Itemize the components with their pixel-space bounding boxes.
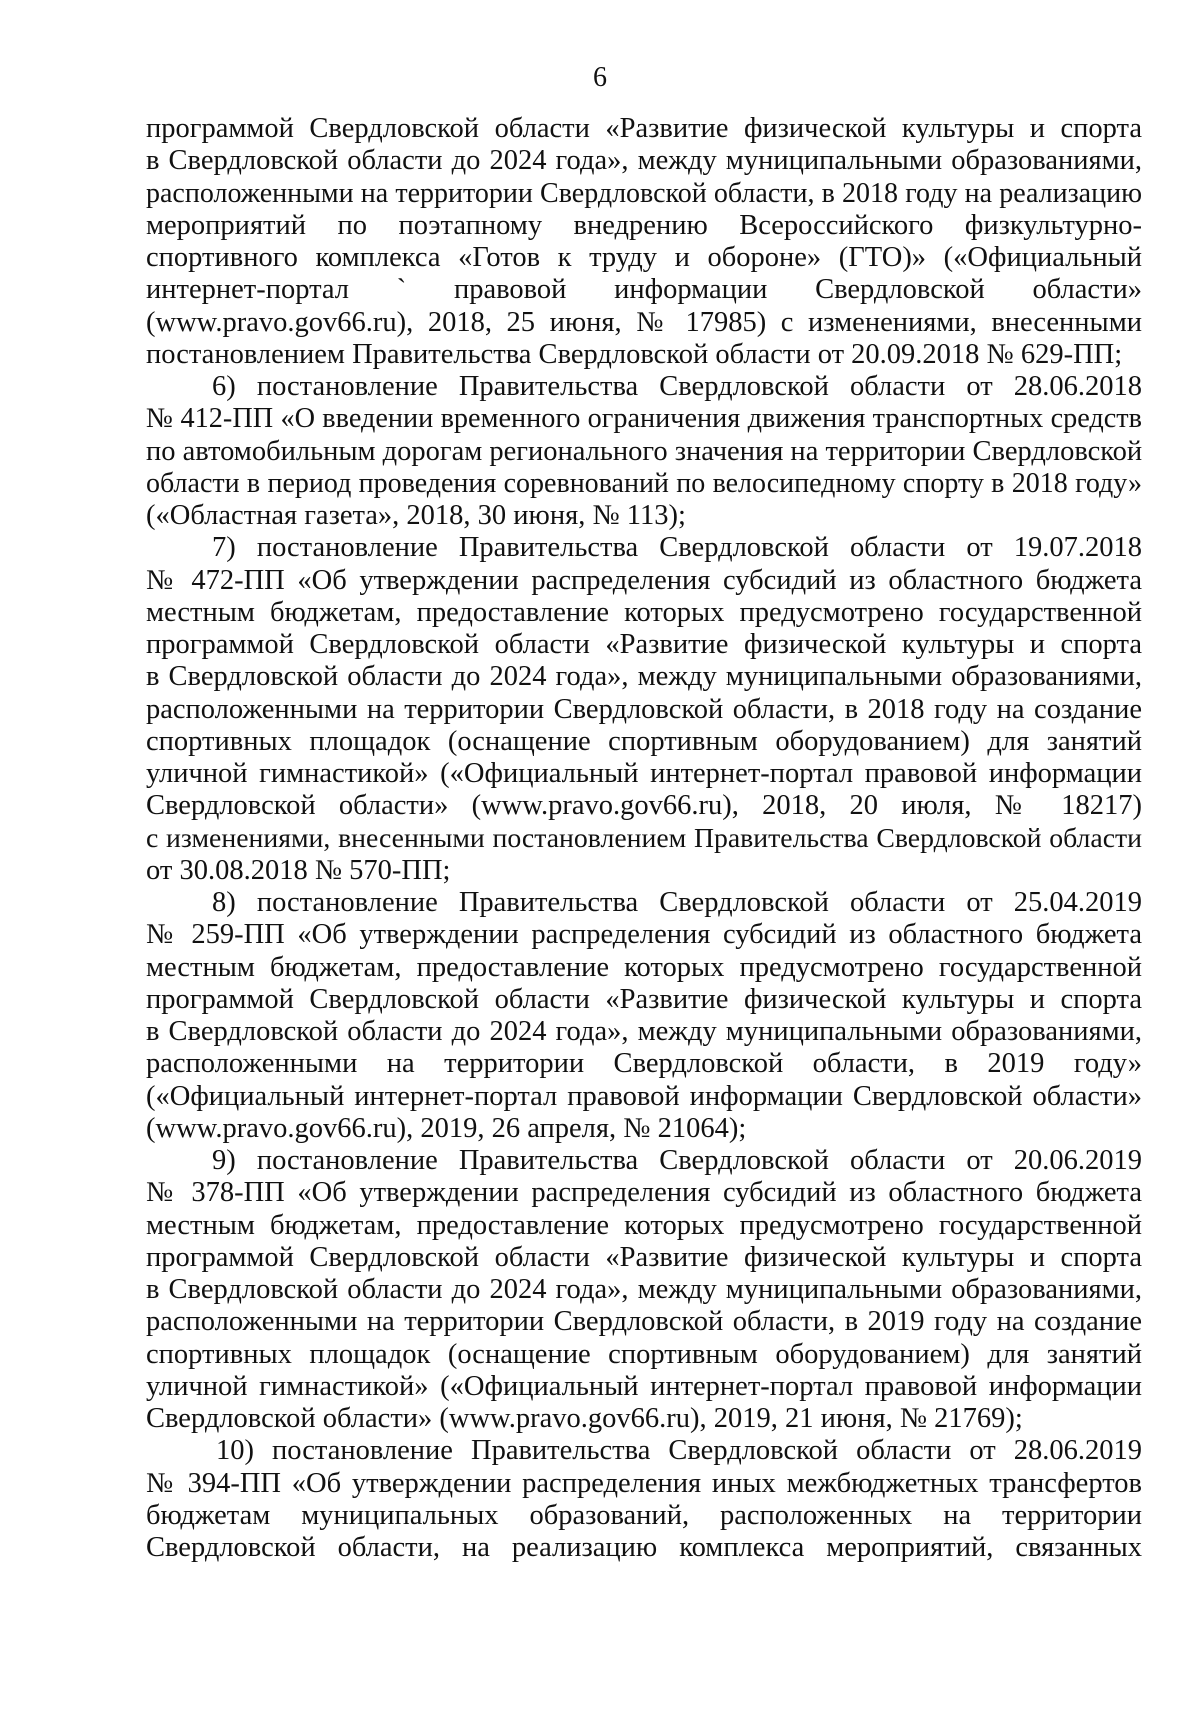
text-line: № 412-ПП «О введении временного ограничения движения транспортных средств [146, 403, 1142, 435]
text-line: местным бюджетам, предоставление которых предусмотрено государственной [146, 596, 1142, 628]
text-line: уличной гимнастикой» («Официальный интернет-портал правовой информации [146, 1370, 1142, 1402]
text-line: № 378-ПП «Об утверждении распределения субсидий из областного бюджета [146, 1177, 1142, 1209]
text-line: бюджетам муниципальных образований, расположенных на территории [146, 1499, 1142, 1531]
text-line: постановлением Правительства Свердловской области от 20.09.2018 № 629-ПП; [146, 338, 1123, 370]
text-line: местным бюджетам, предоставление которых предусмотрено государственной [146, 951, 1142, 983]
text-line: уличной гимнастикой» («Официальный интернет-портал правовой информации [146, 758, 1142, 789]
text-line: № 394-ПП «Об утверждении распределения иных межбюджетных трансфертов [146, 1467, 1142, 1499]
text-line: в Свердловской области до 2024 года», между муниципальными образованиями, [146, 145, 1142, 177]
text-line: программой Свердловской области «Развитие физической культуры и спорта [146, 629, 1142, 660]
text-line: расположенными на территории Свердловской области, в 2019 году на создание [146, 1306, 1142, 1338]
text-line: Свердловской области» (www.pravo.gov66.ru), 2019, 21 июня, № 21769); [146, 1403, 1023, 1434]
text-line: Свердловской области» (www.pravo.gov66.ru), 2018, 20 июля, № 18217) [146, 790, 1142, 822]
text-line: области в период проведения соревнований по велосипедному спорту в 2018 году» [146, 467, 1142, 499]
text-line: программой Свердловской области «Развитие физической культуры и спорта [146, 1241, 1142, 1273]
text-line: мероприятий по поэтапному внедрению Всероссийского физкультурно- [146, 209, 1142, 241]
text-line: спортивных площадок (оснащение спортивным оборудованием) для занятий [146, 725, 1142, 757]
text-line: программой Свердловской области «Развитие физической культуры и спорта [146, 983, 1142, 1015]
text-line: 10) постановление Правительства Свердловской области от 28.06.2019 [216, 1435, 1142, 1467]
text-line: в Свердловской области до 2024 года», между муниципальными образованиями, [146, 1274, 1142, 1305]
text-line: 9) постановление Правительства Свердловской области от 20.06.2019 [212, 1145, 1142, 1176]
text-line: Свердловской области, на реализацию комплекса мероприятий, связанных [146, 1532, 1142, 1563]
text-line: в Свердловской области до 2024 года», между муниципальными образованиями, [146, 1016, 1142, 1047]
text-line: по автомобильным дорогам регионального значения на территории Свердловской [146, 435, 1142, 467]
text-line: расположенными на территории Свердловской области, в 2019 году» [146, 1048, 1142, 1080]
text-line: от 30.08.2018 № 570-ПП; [146, 854, 451, 886]
document-body [146, 113, 1142, 1564]
text-line: спортивного комплекса «Готов к труду и обороне» (ГТО)» («Официальный [146, 242, 1142, 273]
text-line: расположенными на территории Свердловской области, в 2018 году на реализацию [146, 177, 1142, 209]
text-line: № 472-ПП «Об утверждении распределения субсидий из областного бюджета [146, 564, 1142, 596]
text-line: № 259-ПП «Об утверждении распределения субсидий из областного бюджета [146, 919, 1142, 951]
text-line: спортивных площадок (оснащение спортивным оборудованием) для занятий [146, 1338, 1142, 1370]
text-line: в Свердловской области до 2024 года», между муниципальными образованиями, [146, 661, 1142, 693]
text-line: местным бюджетам, предоставление которых предусмотрено государственной [146, 1209, 1142, 1241]
text-line: 6) постановление Правительства Свердловской области от 28.06.2018 [212, 371, 1142, 402]
text-line: («Официальный интернет-портал правовой информации Свердловской области» [146, 1080, 1142, 1112]
page-number: 6 [593, 62, 607, 93]
text-line: интернет-портал ` правовой информации Свердловской области» [146, 274, 1142, 306]
text-line: (www.pravo.gov66.ru), 2019, 26 апреля, № 21064); [146, 1112, 747, 1144]
text-line: расположенными на территории Свердловской области, в 2018 году на создание [146, 693, 1142, 725]
text-line: (www.pravo.gov66.ru), 2018, 25 июня, № 17985) с изменениями, внесенными [146, 306, 1142, 338]
text-line: 8) постановление Правительства Свердловской области от 25.04.2019 [212, 887, 1142, 918]
text-line: 7) постановление Правительства Свердловской области от 19.07.2018 [212, 532, 1142, 564]
text-line: («Областная газета», 2018, 30 июня, № 113); [146, 500, 686, 531]
text-line: с изменениями, внесенными постановлением Правительства Свердловской области [146, 822, 1142, 854]
text-line: программой Свердловской области «Развитие физической культуры и спорта [146, 113, 1142, 144]
